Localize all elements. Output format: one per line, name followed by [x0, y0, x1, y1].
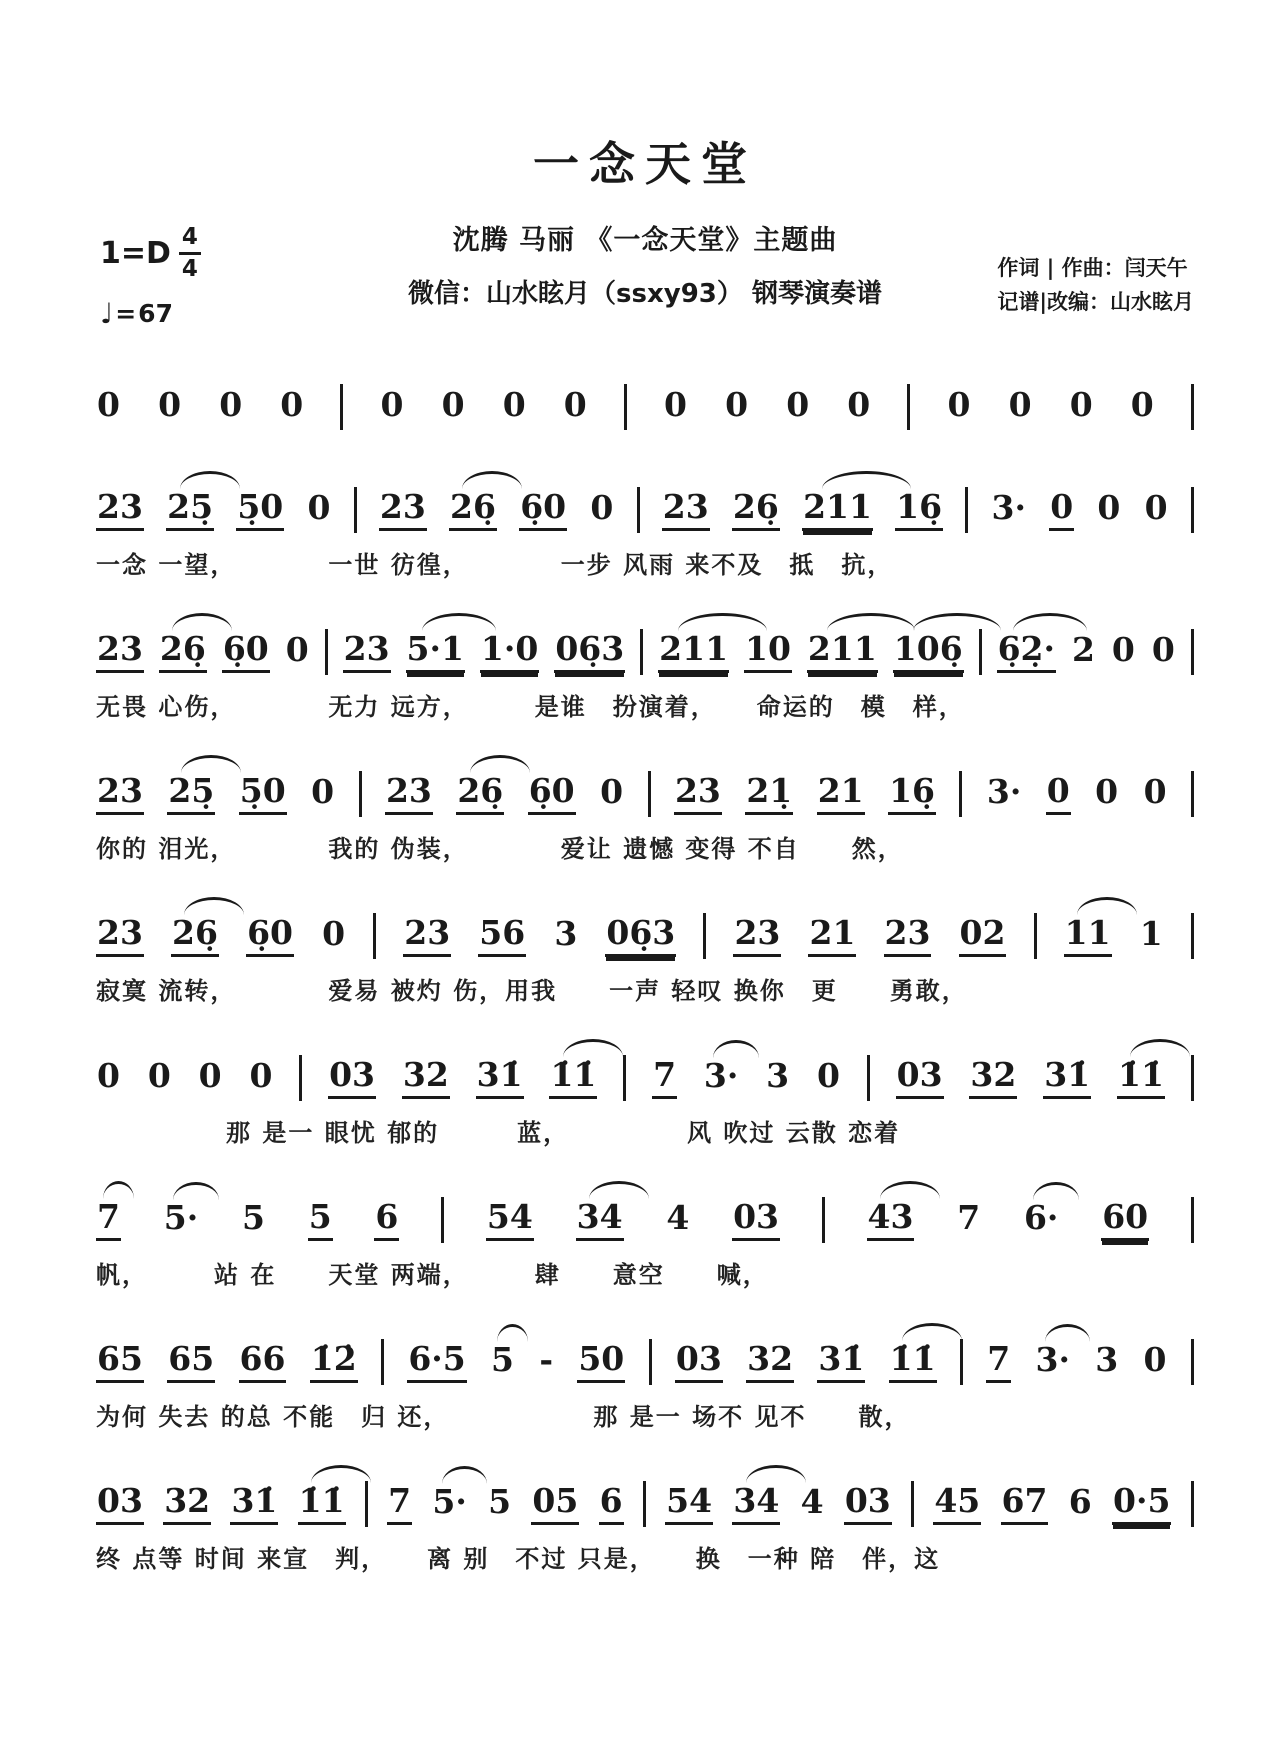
note-group: 50	[577, 1342, 625, 1383]
bar-line	[960, 1339, 963, 1385]
note-group: 0	[97, 1056, 120, 1095]
note-group: 23	[385, 774, 433, 815]
note-group: 26̣	[171, 916, 219, 957]
note-group: 6·	[1023, 1198, 1059, 1237]
bar-line	[441, 1197, 444, 1243]
note-group: 6·5	[407, 1342, 466, 1383]
note-group: 23	[884, 916, 932, 957]
note-group: 211	[802, 490, 873, 531]
note-group: 32	[746, 1342, 794, 1383]
song-title: 一念天堂	[533, 137, 757, 191]
note-group: 0	[1097, 488, 1121, 527]
score-line	[96, 743, 1194, 864]
bar-line	[1191, 1481, 1194, 1527]
note-group: 0	[1095, 772, 1119, 811]
credits	[997, 252, 1194, 319]
note-group: 211	[807, 632, 878, 673]
note-group: -	[539, 1340, 554, 1379]
note-group: 3	[766, 1056, 790, 1095]
score-line	[96, 356, 1194, 438]
bar-line	[822, 1197, 825, 1243]
key-signature-block	[100, 226, 201, 330]
note-group: 0	[600, 772, 624, 811]
note-group: 0	[1046, 774, 1071, 815]
bar-line	[1191, 913, 1194, 959]
note-group: 211	[658, 632, 729, 673]
note-group: 23	[674, 774, 722, 815]
bar-line	[354, 487, 357, 533]
notation-row	[96, 1027, 1194, 1109]
note-group: 67	[1001, 1484, 1049, 1525]
bar-line	[648, 771, 651, 817]
note-group: 0	[1049, 490, 1074, 531]
note-group: 3	[1095, 1340, 1119, 1379]
notation-row	[96, 1453, 1194, 1535]
note-group: 26̣	[456, 774, 504, 815]
bar-line	[623, 1055, 626, 1101]
note-group: 65	[96, 1342, 144, 1383]
note-group: 0	[97, 385, 120, 424]
note-group: 26̣	[732, 490, 780, 531]
note-group: 6	[374, 1200, 399, 1241]
note-group: 31̇	[476, 1058, 524, 1099]
note-group: 0	[816, 1056, 840, 1095]
note-group: 3	[554, 914, 578, 953]
note-group: 5̣0	[239, 774, 287, 815]
note-group: 32	[969, 1058, 1017, 1099]
lyrics-row: 终 点等 时间 来宣 判， 离 别 不过 只是， 换 一种 陪 伴，这	[96, 1545, 941, 1573]
note-group: 0	[441, 385, 465, 424]
note-group: 4	[800, 1482, 824, 1521]
note-group: 31̇	[230, 1484, 278, 1525]
lyrics-row: 那 是一 眼忧 郁的 蓝， 风 吹过 云散 恋着	[96, 1119, 901, 1147]
note-group: 3·	[991, 488, 1026, 527]
note-group: 7	[957, 1198, 981, 1237]
bar-line	[1191, 771, 1194, 817]
note-group: 32	[163, 1484, 211, 1525]
bar-line	[907, 384, 910, 430]
lyrics-row: 寂寞 流转， 爱易 被灼 伤，用我 一声 轻叹 换你 更 勇敢，	[96, 977, 968, 1005]
note-group: 1̇1̇	[298, 1484, 346, 1525]
bar-line	[637, 487, 640, 533]
note-group: 23	[343, 632, 391, 673]
note-group: 0	[280, 385, 304, 424]
notation-row	[96, 743, 1194, 825]
note-group: 66	[239, 1342, 287, 1383]
note-group: 23	[379, 490, 427, 531]
bar-line	[1191, 1197, 1194, 1243]
note-group: 06̣3	[554, 632, 625, 673]
credit-arranger: 记谱|改编：山水眩月	[997, 289, 1194, 314]
bar-line	[1191, 1055, 1194, 1101]
note-group: 5·	[432, 1482, 467, 1521]
note-group: 26̣	[449, 490, 497, 531]
note-group: 1	[1139, 914, 1163, 953]
note-group: 0	[563, 385, 587, 424]
note-group: 23	[403, 916, 451, 957]
note-group: 31̇	[817, 1342, 865, 1383]
note-group: 21̣	[745, 774, 793, 815]
note-group: 54	[665, 1484, 713, 1525]
note-group: 0	[1069, 385, 1093, 424]
score	[96, 356, 1194, 1595]
tempo-marking	[100, 297, 201, 330]
notation-row	[96, 356, 1194, 438]
bar-line	[1191, 1339, 1194, 1385]
bar-line	[911, 1481, 914, 1527]
note-group: 7	[96, 1200, 121, 1241]
note-group: 3·	[703, 1056, 739, 1095]
note-group: 25̣	[167, 774, 215, 815]
score-line	[96, 1169, 1194, 1290]
score-line	[96, 1311, 1194, 1432]
bar-line	[373, 913, 376, 959]
notation-row	[96, 459, 1194, 541]
tempo-value: 67	[138, 299, 173, 328]
time-signature	[179, 226, 201, 281]
note-group: 60	[1101, 1200, 1149, 1241]
bar-line	[959, 771, 962, 817]
note-group: 0	[847, 385, 871, 424]
note-group: 5	[241, 1198, 265, 1237]
note-group: 5	[491, 1340, 515, 1379]
score-line	[96, 459, 1194, 580]
note-group: 03	[328, 1058, 376, 1099]
note-group: 34	[576, 1200, 624, 1241]
note-group: 0	[664, 385, 687, 424]
note-group: 6	[1068, 1482, 1092, 1521]
note-group: 0	[1008, 385, 1032, 424]
note-group: 5·1	[406, 632, 465, 673]
bar-line	[1191, 629, 1194, 675]
note-group: 23	[733, 916, 781, 957]
note-group: 0	[1143, 772, 1167, 811]
note-group: 2	[1071, 630, 1095, 669]
note-group: 0	[1143, 1340, 1167, 1379]
lyrics-row: 帆， 站 在 天堂 两端， 肆 意空 喊，	[96, 1261, 769, 1289]
note-group: 0	[198, 1056, 222, 1095]
note-group: 0	[285, 630, 309, 669]
note-group: 0	[725, 385, 749, 424]
note-group: 1̇1̇	[549, 1058, 597, 1099]
note-group: 5	[488, 1482, 512, 1521]
note-group: 0·5	[1112, 1484, 1171, 1525]
note-group: 25̣	[166, 490, 214, 531]
fraction-bar	[179, 252, 201, 255]
note-group: 32	[402, 1058, 450, 1099]
key-signature: 1=D	[100, 236, 171, 271]
subtitle: 沈腾 马丽 《一念天堂》主题曲	[452, 225, 838, 256]
wechat-line: 微信：山水眩月（ssxy93） 钢琴演奏谱	[408, 279, 882, 309]
note-group: 6̣2̣·	[997, 632, 1056, 673]
bar-line	[979, 629, 982, 675]
note-group: 0	[219, 385, 243, 424]
note-group: 1·0	[480, 632, 539, 673]
time-signature-top: 4	[181, 224, 198, 250]
note-group: 6̣0	[246, 916, 294, 957]
bar-line	[643, 1481, 646, 1527]
lyrics-row: 你的 泪光， 我的 伪装， 爱让 遗憾 变得 不自 然，	[96, 835, 904, 863]
bar-line	[867, 1055, 870, 1101]
note-group: 106̣	[893, 632, 964, 673]
note-group: 45	[933, 1484, 981, 1525]
note-group: 03	[675, 1342, 723, 1383]
key-line	[100, 226, 201, 281]
bar-line	[359, 771, 362, 817]
note-group: 0	[147, 1056, 171, 1095]
note-group: 31̇	[1043, 1058, 1091, 1099]
note-group: 23	[96, 916, 144, 957]
quarter-note-icon: ♩	[100, 297, 114, 330]
bar-line	[640, 629, 643, 675]
note-group: 6̣0	[222, 632, 270, 673]
notation-row	[96, 601, 1194, 683]
bar-line	[965, 487, 968, 533]
note-group: 0	[249, 1056, 273, 1095]
note-group: 0	[322, 914, 346, 953]
note-group: 7	[387, 1484, 412, 1525]
note-group: 0	[311, 772, 335, 811]
bar-line	[1034, 913, 1037, 959]
note-group: 4	[666, 1198, 690, 1237]
bar-line	[1191, 384, 1194, 430]
note-group: 6̣0	[519, 490, 567, 531]
note-group: 0	[1111, 630, 1135, 669]
note-group: 34	[732, 1484, 780, 1525]
note-group: 0	[307, 488, 331, 527]
notation-row	[96, 885, 1194, 967]
note-group: 02	[959, 916, 1007, 957]
note-group: 16̣	[895, 490, 943, 531]
bar-line	[703, 913, 706, 959]
note-group: 03	[96, 1484, 144, 1525]
note-group: 23	[662, 490, 710, 531]
note-group: 7	[986, 1342, 1011, 1383]
bar-line	[381, 1339, 384, 1385]
note-group: 1̇1̇	[1117, 1058, 1165, 1099]
note-group: 54	[486, 1200, 534, 1241]
note-group: 06̣3	[605, 916, 676, 957]
note-group: 6	[599, 1484, 624, 1525]
note-group: 23	[96, 490, 144, 531]
note-group: 3·	[986, 772, 1022, 811]
note-group: 21	[817, 774, 865, 815]
bar-line	[649, 1339, 652, 1385]
note-group: 1̇1̇	[889, 1342, 937, 1383]
note-group: 0	[590, 488, 614, 527]
note-group: 1̇2̇	[310, 1342, 358, 1383]
note-group: 21	[808, 916, 856, 957]
bar-line	[299, 1055, 302, 1101]
lyrics-row: 无畏 心伤， 无力 远方， 是谁 扮演着， 命运的 模 样，	[96, 693, 965, 721]
note-group: 26̣	[159, 632, 207, 673]
note-group: 16̣	[888, 774, 936, 815]
note-group: 0	[1151, 630, 1175, 669]
note-group: 6̣0	[528, 774, 576, 815]
note-group: 03	[844, 1484, 892, 1525]
score-line	[96, 1027, 1194, 1148]
note-group: 23	[96, 774, 144, 815]
note-group: 03	[732, 1200, 780, 1241]
note-group: 10	[744, 632, 792, 673]
notation-row	[96, 1169, 1194, 1251]
note-group: 0	[786, 385, 810, 424]
bar-line	[624, 384, 627, 430]
score-line	[96, 1453, 1194, 1574]
bar-line	[325, 629, 328, 675]
score-line	[96, 601, 1194, 722]
note-group: 5̣0	[236, 490, 284, 531]
note-group: 03	[896, 1058, 944, 1099]
note-group: 43	[867, 1200, 915, 1241]
note-group: 5·	[163, 1198, 199, 1237]
note-group: 65	[167, 1342, 215, 1383]
score-line	[96, 885, 1194, 1006]
note-group: 7	[652, 1058, 677, 1099]
note-group: 3·	[1035, 1340, 1070, 1379]
note-group: 5	[308, 1200, 333, 1241]
lyrics-row: 一念 一望， 一世 彷徨， 一步 风雨 来不及 抵 抗，	[96, 551, 894, 579]
note-group: 05	[531, 1484, 579, 1525]
bar-line	[1191, 487, 1194, 533]
tempo-equals: =	[115, 299, 137, 328]
credit-lyricist-composer: 作词 | 作曲：闫天午	[997, 256, 1188, 280]
note-group: 56	[478, 916, 526, 957]
lyrics-row: 为何 失去 的总 不能 归 还， 那 是一 场不 见不 散，	[96, 1403, 911, 1431]
note-group: 11	[1064, 916, 1112, 957]
note-group: 0	[1144, 488, 1168, 527]
note-group: 0	[947, 385, 971, 424]
time-signature-bottom: 4	[181, 256, 198, 282]
note-group: 0	[502, 385, 526, 424]
note-group: 0	[1130, 385, 1154, 424]
header-meta	[96, 218, 1194, 346]
bar-line	[365, 1481, 368, 1527]
note-group: 23	[96, 632, 144, 673]
note-group: 0	[158, 385, 182, 424]
note-group: 0	[380, 385, 404, 424]
bar-line	[340, 384, 343, 430]
notation-row	[96, 1311, 1194, 1393]
